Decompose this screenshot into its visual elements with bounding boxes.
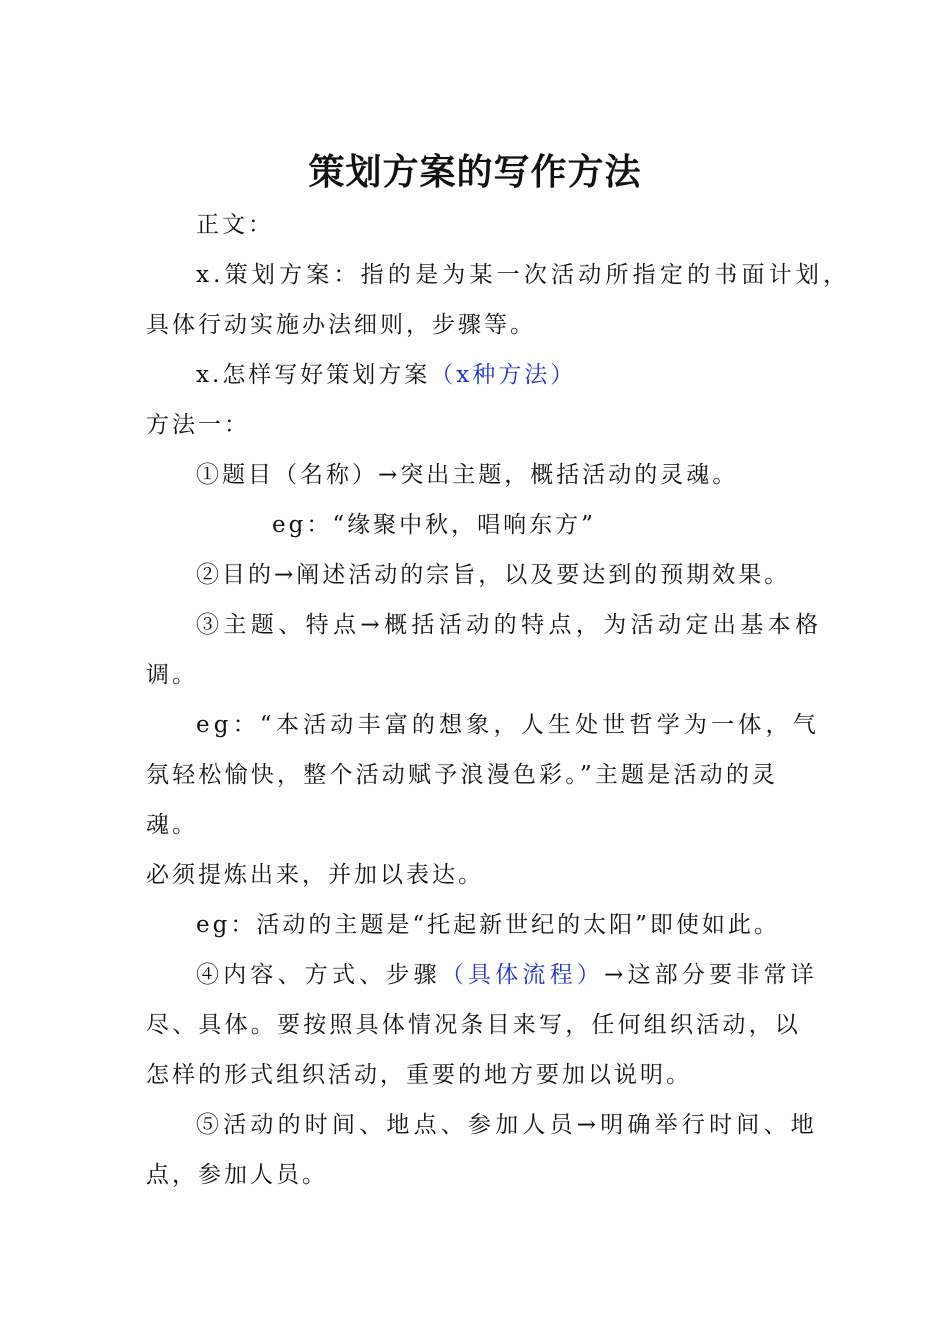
text-line-method-one xyxy=(146,408,250,442)
highlight-text-process: （具体流程） xyxy=(440,962,605,988)
line-text: 调。 xyxy=(146,662,198,688)
list-item-title xyxy=(196,458,738,492)
text-line-zhengwen xyxy=(196,208,274,242)
example-line-theme-end xyxy=(146,808,198,842)
line-text: 氛轻松愉快，整个活动赋予浪漫色彩。”主题是活动的灵 xyxy=(146,762,779,788)
list-item-purpose xyxy=(196,558,790,592)
line-text: ⑤活动的时间、地点、参加人员→明确举行时间、地 xyxy=(196,1112,818,1138)
line-text: 具体行动实施办法细则，步骤等。 xyxy=(146,312,536,338)
example-line-theme-cont xyxy=(146,758,778,792)
line-text: 点，参加人员。 xyxy=(146,1162,328,1188)
line-text: x.怎样写好策划方案 xyxy=(196,362,431,388)
list-item-content-cont xyxy=(146,1008,801,1042)
example-line-title xyxy=(272,508,596,542)
list-item-theme xyxy=(196,608,822,642)
line-text: ④内容、方式、步骤 xyxy=(196,962,441,988)
highlight-text-methods-count: （x种方法） xyxy=(430,362,577,388)
text-line-definition-cont xyxy=(146,308,536,342)
text-line-how-to-write xyxy=(196,358,576,392)
example-line-sun xyxy=(196,908,780,942)
line-text: x.策划方案：指的是为某一次活动所指定的书面计划， xyxy=(196,262,851,288)
line-text: ③主题、特点→概括活动的特点，为活动定出基本格 xyxy=(196,612,823,638)
line-text: eg：“缘聚中秋，唱响东方” xyxy=(272,512,596,538)
line-text: eg：活动的主题是“托起新世纪的太阳”即使如此。 xyxy=(196,912,780,938)
line-text: 方法一： xyxy=(146,412,250,438)
line-text: 魂。 xyxy=(146,812,198,838)
list-item-time-place xyxy=(196,1108,818,1142)
line-text: 怎样的形式组织活动，重要的地方要加以说明。 xyxy=(146,1062,692,1088)
line-text: ②目的→阐述活动的宗旨，以及要达到的预期效果。 xyxy=(196,562,791,588)
text-line-definition xyxy=(196,258,850,292)
line-text: 尽、具体。要按照具体情况条目来写，任何组织活动，以 xyxy=(146,1012,801,1038)
line-text: →这部分要非常详 xyxy=(604,962,818,988)
text-line-extract xyxy=(146,858,484,892)
list-item-content xyxy=(196,958,818,992)
document-title: 策划方案的写作方法 xyxy=(308,151,642,193)
list-item-time-place-cont xyxy=(146,1158,328,1192)
list-item-theme-cont xyxy=(146,658,198,692)
line-text: 正文： xyxy=(196,212,274,238)
line-text: 必须提炼出来，并加以表达。 xyxy=(146,862,484,888)
line-text: ①题目（名称）→突出主题，概括活动的灵魂。 xyxy=(196,462,739,488)
line-text: eg：“本活动丰富的想象，人生处世哲学为一体，气 xyxy=(196,712,820,738)
list-item-content-end xyxy=(146,1058,692,1092)
example-line-theme xyxy=(196,708,820,742)
